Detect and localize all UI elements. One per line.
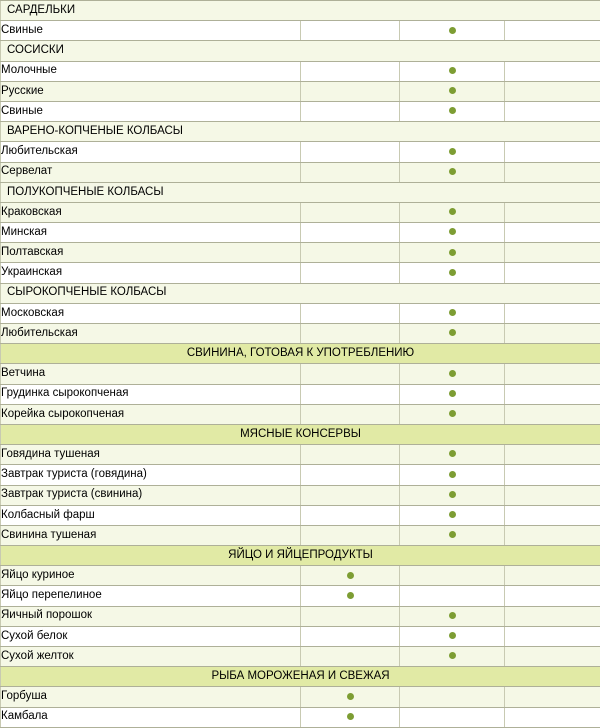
- mark-cell: [301, 465, 400, 485]
- mark-cell: [400, 263, 505, 283]
- product-row: [1, 384, 600, 404]
- mark-cell: [505, 626, 600, 646]
- subsection-header-row: [1, 122, 600, 142]
- availability-dot-icon: [449, 228, 456, 235]
- availability-dot-icon: [449, 87, 456, 94]
- mark-cell: [505, 586, 600, 606]
- mark-cell: [301, 81, 400, 101]
- mark-cell: [301, 324, 400, 344]
- product-name: Любительская: [1, 142, 301, 162]
- product-row: [1, 162, 600, 182]
- mark-cell: [301, 142, 400, 162]
- mark-cell: [505, 243, 600, 263]
- mark-cell: [505, 61, 600, 81]
- product-name: Свинина тушеная: [1, 525, 301, 545]
- mark-cell: [301, 364, 400, 384]
- mark-cell: [400, 303, 505, 323]
- mark-cell: [301, 21, 400, 41]
- product-row: [1, 243, 600, 263]
- availability-dot-icon: [449, 511, 456, 518]
- subsection-header-label: СОСИСКИ: [1, 41, 600, 61]
- mark-cell: [505, 81, 600, 101]
- mark-cell: [400, 101, 505, 121]
- mark-cell: [505, 404, 600, 424]
- mark-cell: [505, 162, 600, 182]
- mark-cell: [301, 707, 400, 727]
- mark-cell: [301, 647, 400, 667]
- availability-dot-icon: [449, 471, 456, 478]
- product-name: Яичный порошок: [1, 606, 301, 626]
- product-name: Колбасный фарш: [1, 505, 301, 525]
- mark-cell: [301, 485, 400, 505]
- mark-cell: [505, 647, 600, 667]
- availability-dot-icon: [347, 572, 354, 579]
- mark-cell: [505, 687, 600, 707]
- availability-dot-icon: [449, 107, 456, 114]
- availability-dot-icon: [449, 329, 456, 336]
- subsection-header-label: ВАРЕНО-КОПЧЕНЫЕ КОЛБАСЫ: [1, 122, 600, 142]
- mark-cell: [400, 485, 505, 505]
- mark-cell: [301, 223, 400, 243]
- mark-cell: [301, 626, 400, 646]
- product-name: Горбуша: [1, 687, 301, 707]
- section-header-label: РЫБА МОРОЖЕНАЯ И СВЕЖАЯ: [1, 667, 600, 687]
- mark-cell: [505, 525, 600, 545]
- mark-cell: [400, 202, 505, 222]
- product-row: [1, 303, 600, 323]
- product-name: Сухой белок: [1, 626, 301, 646]
- availability-dot-icon: [449, 249, 456, 256]
- availability-dot-icon: [449, 632, 456, 639]
- availability-dot-icon: [449, 269, 456, 276]
- mark-cell: [400, 586, 505, 606]
- mark-cell: [400, 465, 505, 485]
- mark-cell: [505, 465, 600, 485]
- mark-cell: [505, 142, 600, 162]
- product-name: Любительская: [1, 324, 301, 344]
- mark-cell: [505, 606, 600, 626]
- product-row: [1, 566, 600, 586]
- product-row: [1, 505, 600, 525]
- product-name: Завтрак туриста (свинина): [1, 485, 301, 505]
- mark-cell: [301, 525, 400, 545]
- mark-cell: [400, 404, 505, 424]
- section-header-label: СВИНИНА, ГОТОВАЯ К УПОТРЕБЛЕНИЮ: [1, 344, 600, 364]
- product-row: [1, 586, 600, 606]
- section-header-row: [1, 424, 600, 444]
- mark-cell: [505, 303, 600, 323]
- product-name: Московская: [1, 303, 301, 323]
- product-row: [1, 202, 600, 222]
- product-name: Молочные: [1, 61, 301, 81]
- mark-cell: [301, 384, 400, 404]
- product-name: Яйцо перепелиное: [1, 586, 301, 606]
- product-name: Сервелат: [1, 162, 301, 182]
- section-header-row: [1, 667, 600, 687]
- subsection-header-label: СЫРОКОПЧЕНЫЕ КОЛБАСЫ: [1, 283, 600, 303]
- availability-dot-icon: [449, 67, 456, 74]
- mark-cell: [301, 404, 400, 424]
- mark-cell: [301, 586, 400, 606]
- availability-dot-icon: [449, 208, 456, 215]
- mark-cell: [400, 81, 505, 101]
- availability-dot-icon: [449, 410, 456, 417]
- availability-dot-icon: [449, 309, 456, 316]
- mark-cell: [301, 61, 400, 81]
- availability-dot-icon: [449, 531, 456, 538]
- product-row: [1, 707, 600, 727]
- product-row: [1, 21, 600, 41]
- mark-cell: [301, 445, 400, 465]
- mark-cell: [505, 223, 600, 243]
- mark-cell: [301, 606, 400, 626]
- availability-dot-icon: [449, 612, 456, 619]
- product-row: [1, 626, 600, 646]
- mark-cell: [301, 303, 400, 323]
- mark-cell: [505, 324, 600, 344]
- product-row: [1, 324, 600, 344]
- mark-cell: [505, 707, 600, 727]
- availability-dot-icon: [347, 693, 354, 700]
- section-header-label: ЯЙЦО И ЯЙЦЕПРОДУКТЫ: [1, 546, 600, 566]
- product-row: [1, 61, 600, 81]
- mark-cell: [505, 485, 600, 505]
- mark-cell: [400, 243, 505, 263]
- availability-dot-icon: [449, 168, 456, 175]
- mark-cell: [301, 202, 400, 222]
- product-row: [1, 606, 600, 626]
- mark-cell: [301, 566, 400, 586]
- mark-cell: [400, 445, 505, 465]
- mark-cell: [400, 626, 505, 646]
- mark-cell: [505, 505, 600, 525]
- section-header-label: МЯСНЫЕ КОНСЕРВЫ: [1, 424, 600, 444]
- mark-cell: [400, 606, 505, 626]
- section-header-row: [1, 344, 600, 364]
- product-name: Краковская: [1, 202, 301, 222]
- mark-cell: [505, 101, 600, 121]
- availability-dot-icon: [449, 491, 456, 498]
- product-name: Минская: [1, 223, 301, 243]
- subsection-header-label: САРДЕЛЬКИ: [1, 1, 600, 21]
- mark-cell: [301, 505, 400, 525]
- mark-cell: [505, 445, 600, 465]
- subsection-header-row: [1, 41, 600, 61]
- product-name: Говядина тушеная: [1, 445, 301, 465]
- availability-dot-icon: [449, 652, 456, 659]
- product-row: [1, 263, 600, 283]
- mark-cell: [301, 162, 400, 182]
- product-name: Свиные: [1, 21, 301, 41]
- mark-cell: [400, 707, 505, 727]
- mark-cell: [505, 263, 600, 283]
- mark-cell: [400, 505, 505, 525]
- product-row: [1, 142, 600, 162]
- mark-cell: [505, 202, 600, 222]
- availability-dot-icon: [347, 713, 354, 720]
- subsection-header-row: [1, 182, 600, 202]
- product-name: Свиные: [1, 101, 301, 121]
- mark-cell: [400, 223, 505, 243]
- availability-dot-icon: [449, 370, 456, 377]
- availability-dot-icon: [449, 27, 456, 34]
- mark-cell: [400, 162, 505, 182]
- product-name: Полтавская: [1, 243, 301, 263]
- product-name: Яйцо куриное: [1, 566, 301, 586]
- subsection-header-row: [1, 1, 600, 21]
- product-name: Ветчина: [1, 364, 301, 384]
- availability-dot-icon: [449, 148, 456, 155]
- mark-cell: [400, 364, 505, 384]
- product-row: [1, 364, 600, 384]
- product-name: Камбала: [1, 707, 301, 727]
- table-body: [1, 1, 600, 728]
- product-name: Русские: [1, 81, 301, 101]
- product-row: [1, 101, 600, 121]
- availability-dot-icon: [449, 390, 456, 397]
- mark-cell: [301, 263, 400, 283]
- subsection-header-row: [1, 283, 600, 303]
- product-row: [1, 81, 600, 101]
- product-row: [1, 465, 600, 485]
- product-name: Украинская: [1, 263, 301, 283]
- product-name: Завтрак туриста (говядина): [1, 465, 301, 485]
- product-name: Сухой желток: [1, 647, 301, 667]
- product-row: [1, 647, 600, 667]
- product-name: Корейка сырокопченая: [1, 404, 301, 424]
- product-row: [1, 445, 600, 465]
- mark-cell: [301, 101, 400, 121]
- mark-cell: [400, 687, 505, 707]
- product-row: [1, 223, 600, 243]
- mark-cell: [400, 324, 505, 344]
- mark-cell: [400, 61, 505, 81]
- mark-cell: [505, 21, 600, 41]
- availability-dot-icon: [347, 592, 354, 599]
- mark-cell: [400, 142, 505, 162]
- mark-cell: [400, 21, 505, 41]
- product-row: [1, 687, 600, 707]
- section-header-row: [1, 546, 600, 566]
- product-row: [1, 485, 600, 505]
- product-row: [1, 404, 600, 424]
- mark-cell: [400, 384, 505, 404]
- subsection-header-label: ПОЛУКОПЧЕНЫЕ КОЛБАСЫ: [1, 182, 600, 202]
- mark-cell: [400, 566, 505, 586]
- mark-cell: [301, 687, 400, 707]
- product-row: [1, 525, 600, 545]
- mark-cell: [400, 647, 505, 667]
- availability-dot-icon: [449, 450, 456, 457]
- mark-cell: [505, 364, 600, 384]
- mark-cell: [505, 566, 600, 586]
- mark-cell: [301, 243, 400, 263]
- mark-cell: [400, 525, 505, 545]
- mark-cell: [505, 384, 600, 404]
- product-name: Грудинка сырокопченая: [1, 384, 301, 404]
